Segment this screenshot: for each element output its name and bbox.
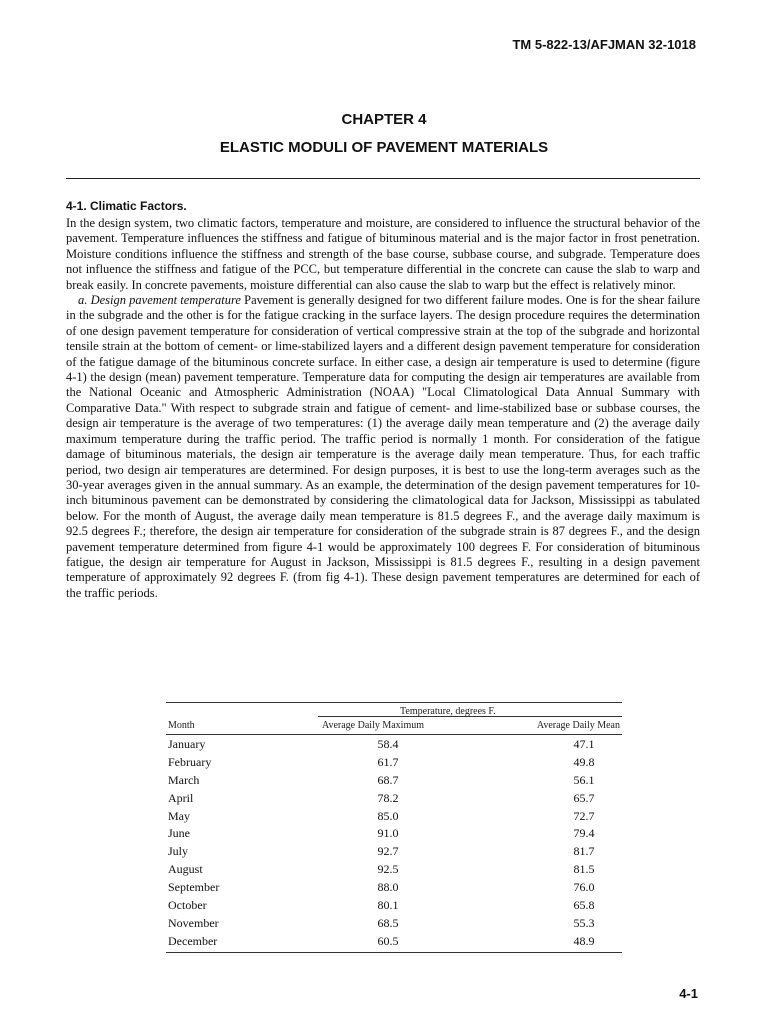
section-body xyxy=(66,216,700,601)
max-cell: 58.4 xyxy=(377,737,399,751)
mean-cell: 56.1 xyxy=(573,772,595,787)
table-row xyxy=(166,896,622,914)
paragraph-a xyxy=(66,293,700,601)
month-cell: March xyxy=(168,772,200,787)
paragraph-a-label: a. Design pavement temperature xyxy=(78,293,241,308)
max-cell: 68.5 xyxy=(377,915,399,930)
chapter-label: CHAPTER 4 xyxy=(341,111,427,128)
max-cell: 60.5 xyxy=(377,933,399,948)
month-cell: January xyxy=(168,737,206,751)
mean-cell: 76.0 xyxy=(573,880,595,895)
table-row xyxy=(166,807,622,825)
month-cell: October xyxy=(168,898,207,913)
month-cell: November xyxy=(168,915,219,930)
mean-cell: 55.3 xyxy=(573,915,595,930)
section-heading: 4-1. Climatic Factors. xyxy=(66,199,187,213)
mean-cell: 72.7 xyxy=(573,808,595,823)
chapter-title: ELASTIC MODULI OF PAVEMENT MATERIALS xyxy=(219,139,549,156)
column-header-month: Month xyxy=(168,720,195,731)
document-id: TM 5-822-13/AFJMAN 32-1018 xyxy=(512,37,696,52)
table-row xyxy=(166,842,622,860)
table-body xyxy=(166,735,622,950)
table-column-headers xyxy=(166,717,622,733)
month-cell: June xyxy=(168,826,190,841)
max-cell: 78.2 xyxy=(377,790,399,805)
max-cell: 92.5 xyxy=(377,862,399,877)
page-number: 4-1 xyxy=(679,986,698,1001)
table-row xyxy=(166,753,622,771)
table-row xyxy=(166,860,622,878)
max-cell: 80.1 xyxy=(377,898,399,913)
group-header-label: Temperature, degrees F. xyxy=(400,706,496,717)
column-header-mean: Average Daily Mean xyxy=(536,720,620,731)
mean-cell: 79.4 xyxy=(573,826,595,841)
mean-cell: 48.9 xyxy=(573,933,595,948)
mean-cell: 65.7 xyxy=(573,790,595,805)
month-cell: April xyxy=(168,790,194,805)
month-cell: July xyxy=(168,844,189,859)
mean-cell: 49.8 xyxy=(573,754,595,769)
table-row xyxy=(166,914,622,932)
month-cell: August xyxy=(168,862,203,877)
mean-cell: 65.8 xyxy=(573,898,595,913)
month-cell: February xyxy=(168,754,212,769)
column-header-max: Average Daily Maximum xyxy=(322,720,425,731)
mean-cell: 81.5 xyxy=(573,862,595,877)
max-cell: 61.7 xyxy=(377,754,399,769)
max-cell: 91.0 xyxy=(377,826,399,841)
max-cell: 92.7 xyxy=(377,844,399,859)
mean-cell: 47.1 xyxy=(573,737,595,751)
horizontal-rule xyxy=(66,178,700,179)
max-cell: 68.7 xyxy=(377,772,399,787)
intro-paragraph: In the design system, two climatic factors, temperature and moisture, are considered to influence the structural behavior of the pavement. Temperature influences the stiffness and fatigue of bituminous material and is the major factor in frost penetration. Moisture conditions influence the stiffness and strength of the base course, subbase course, and subgrade. Temperature does not influence the stiffness and fatigue of the PCC, but temperature differential in the concrete can cause the slab to warp and break easily. In concrete pavements, moisture differential can also cause the slab to warp but the effect is relatively minor. xyxy=(66,216,700,292)
month-cell: December xyxy=(168,933,218,948)
table-bottom-rule xyxy=(166,952,622,953)
table-row xyxy=(166,932,622,950)
table-row xyxy=(166,824,622,842)
table-group-header xyxy=(166,703,622,717)
table-row xyxy=(166,878,622,896)
table-row xyxy=(166,771,622,789)
paragraph-a-text: Pavement is generally designed for two different failure modes. One is for the shear failure in the subgrade and the other is for the fatigue cracking in the surface layers. The design procedure requires the determination of one design pavement temperature for consideration of vertical compressive strain at the top of the subgrade and horizontal tensile strain at the bottom of cement- or lime-stabilized layers and a different design pavement temperature for consideration of the fatigue damage of the bituminous concrete surface. In either case, a design air temperature is used to determine (figure 4-1) the design (mean) pavement temperature. Temperature data for computing the design air temperatures are available from the National Oceanic and Atmospheric Administration (NOAA) "Local Climatological Data Annual Summary with Comparative Data." With respect to subgrade strain and fatigue of cement- and lime-stabilized base or subbase courses, the design air temperature is the average of two temperatures: (1) the average daily mean temperature and (2) the average daily maximum temperature during the traffic period. The traffic period is normally 1 month. For consideration of the fatigue damage of bituminous materials, the design air temperature is the average daily mean temperature. Thus, for each traffic period, two design air temperatures are determined. For design purposes, it is best to use the long-term averages such as the 30-year averages given in the annual summary. As an example, the determination of the design pavement temperatures for 10-inch bituminous pavement can be demonstrated by considering the climatological data for Jackson, Mississippi as tabulated below. For the month of August, the average daily mean temperature is 81.5 degrees F., and the average daily maximum is 92.5 degrees F.; therefore, the design air temperature for consideration of the subgrade strain is 87 degrees F., and the design pavement temperature determined from figure 4-1 would be approximately 100 degrees F. For consideration of bituminous fatigue, the design air temperature for August in Jackson, Mississippi is 81.5 degrees F., resulting in a design pavement temperature of approximately 92 degrees F. (from fig 4-1). These design pavement temperatures are determined for each of the traffic periods. xyxy=(66,293,700,600)
max-cell: 85.0 xyxy=(377,808,399,823)
table-row xyxy=(166,789,622,807)
mean-cell: 81.7 xyxy=(573,844,595,859)
month-cell: September xyxy=(168,880,220,895)
month-cell: May xyxy=(168,808,190,823)
temperature-table xyxy=(166,702,622,953)
max-cell: 88.0 xyxy=(377,880,399,895)
table-row xyxy=(166,735,622,753)
